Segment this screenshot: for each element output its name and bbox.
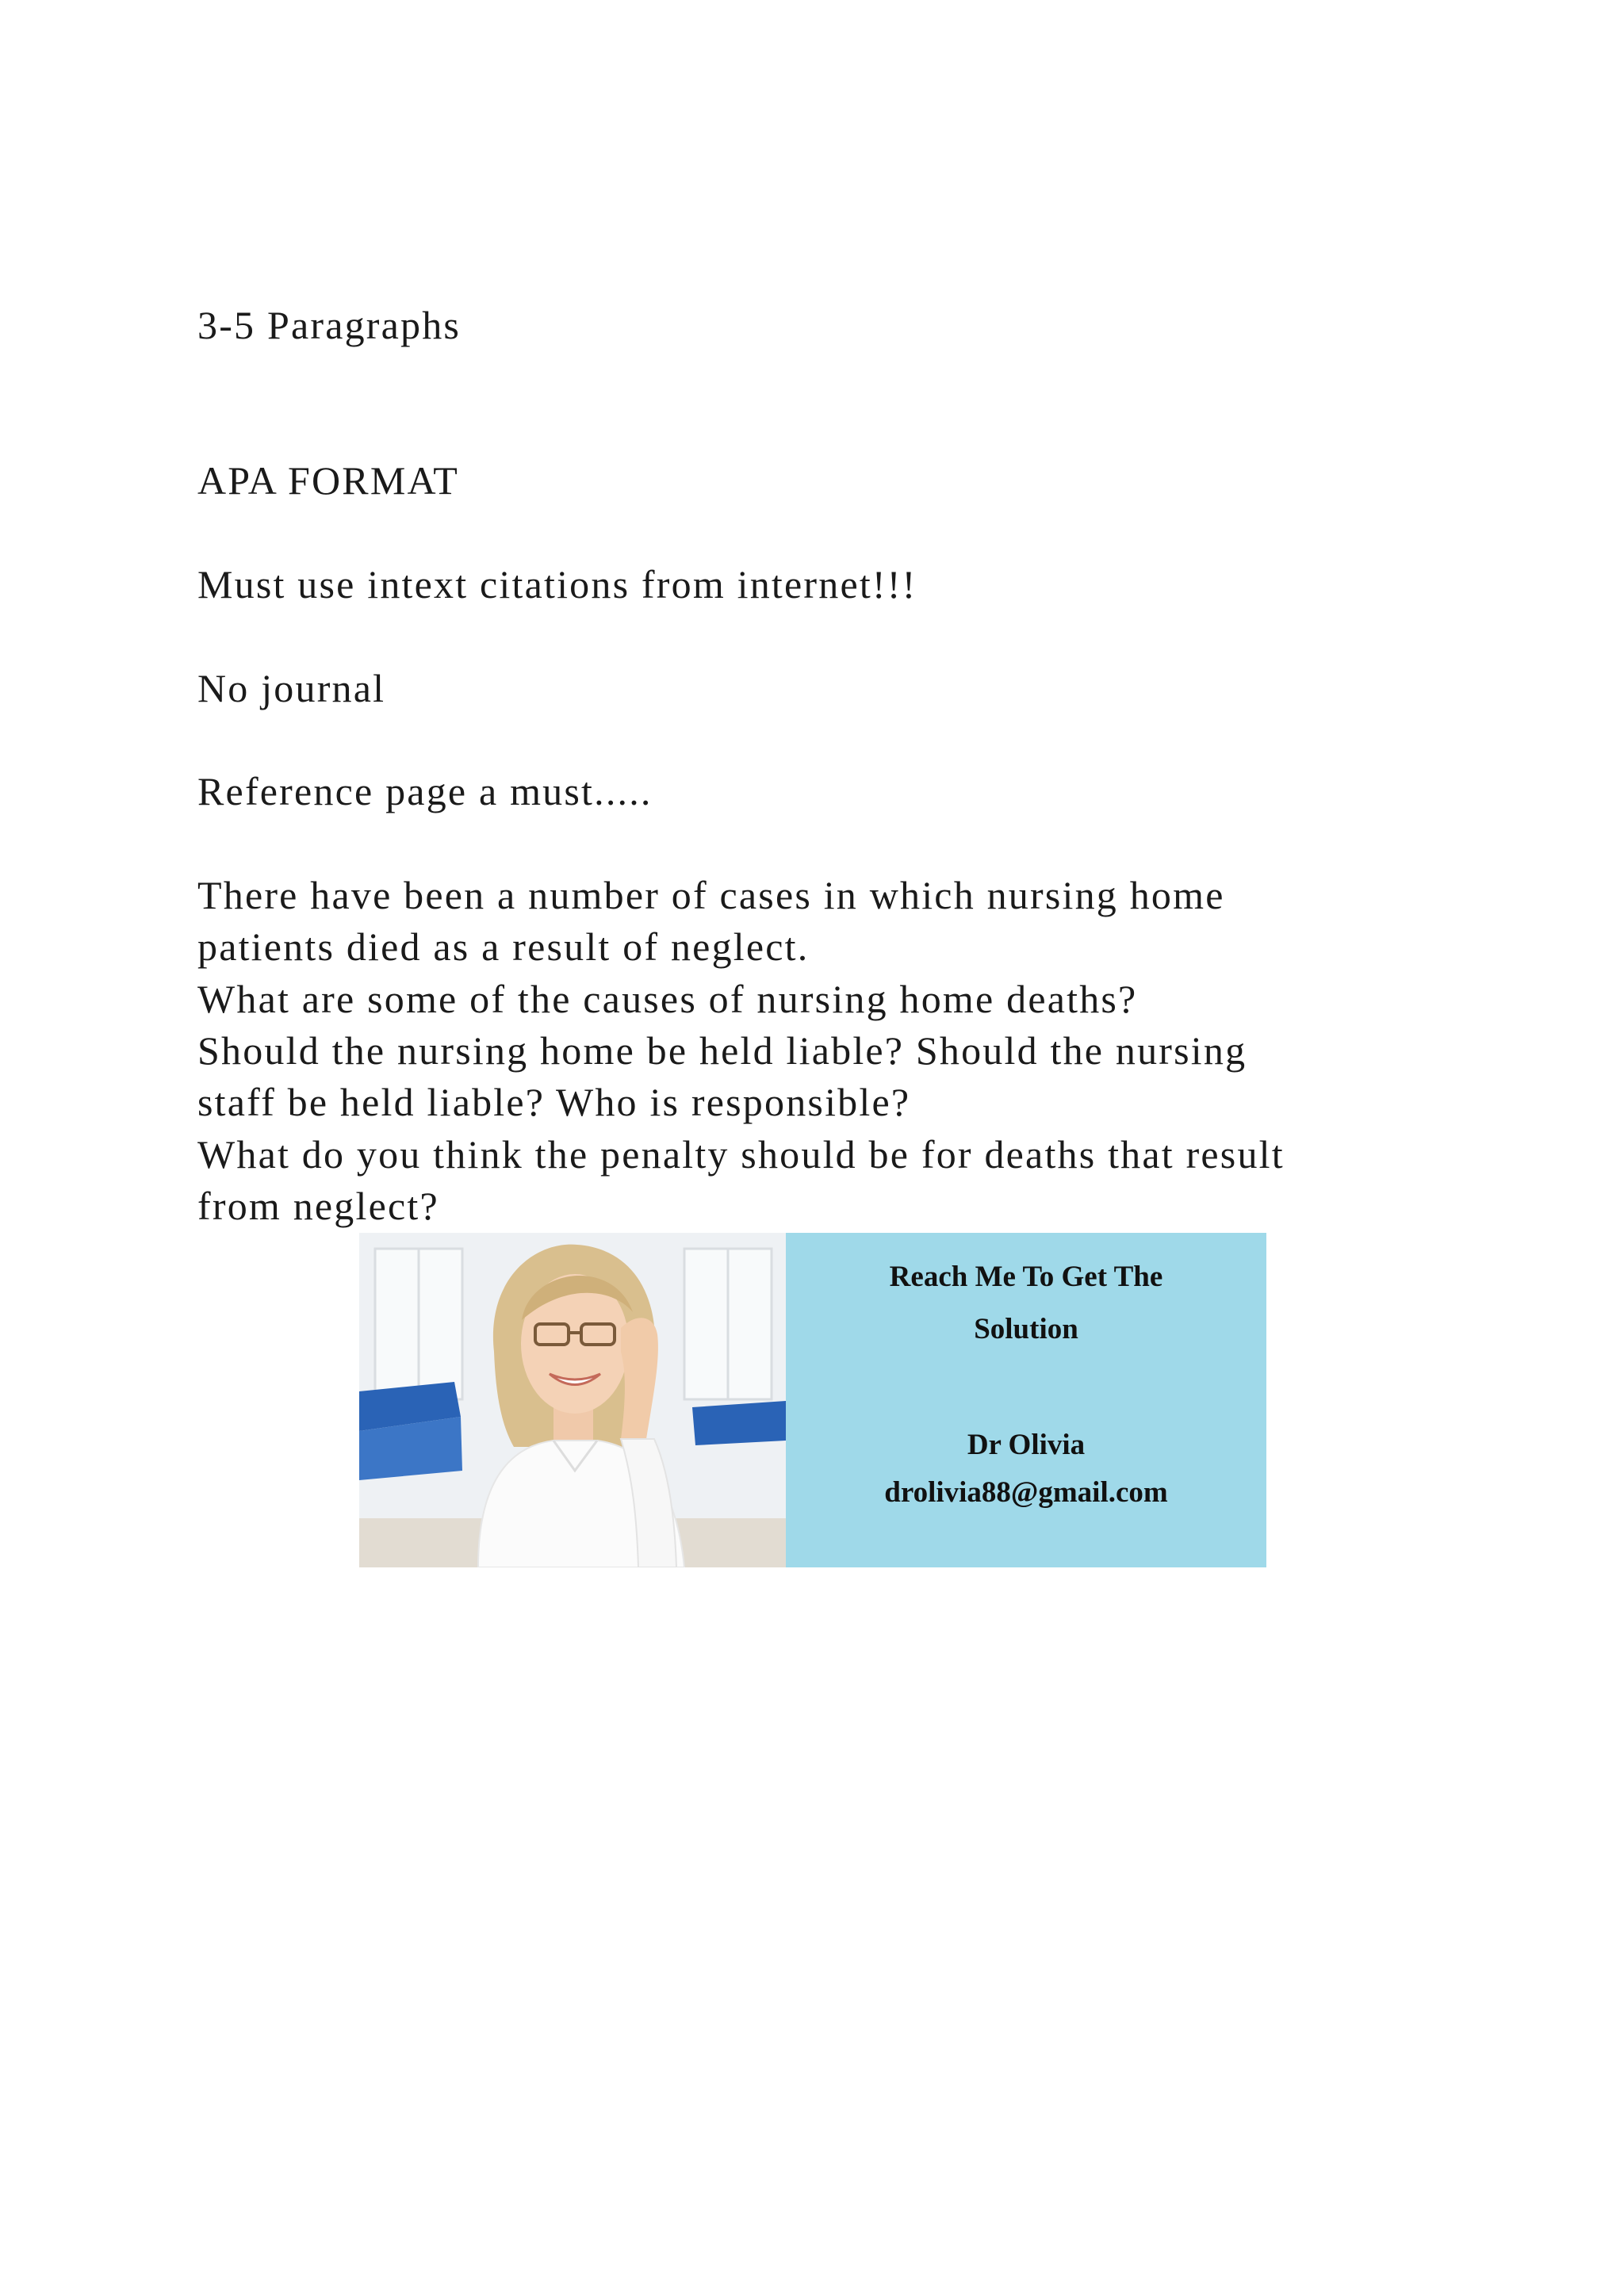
document-line-paragraph-count: 3-5 Paragraphs <box>197 303 462 347</box>
contact-banner <box>359 1233 1266 1567</box>
document-line-format: APA FORMAT <box>197 458 460 503</box>
document-line-prompt-5: staff be held liable? Who is responsible? <box>197 1080 911 1124</box>
banner-contact-email: drolivia88@gmail.com <box>884 1476 1168 1509</box>
document-line-prompt-3: What are some of the causes of nursing home deaths? <box>197 977 1138 1021</box>
banner-headline-line-1: Reach Me To Get The <box>889 1261 1163 1293</box>
document-line-prompt-7: from neglect? <box>197 1184 439 1228</box>
banner-headline-line-2: Solution <box>974 1313 1078 1345</box>
document-line-reference-page: Reference page a must..... <box>197 769 653 813</box>
document-line-citations: Must use intext citations from internet!!! <box>197 562 917 607</box>
banner-contact-name: Dr Olivia <box>967 1429 1086 1461</box>
document-line-no-journal: No journal <box>197 666 386 710</box>
document-line-prompt-4: Should the nursing home be held liable? Should the nursing <box>197 1028 1247 1073</box>
document-line-prompt-6: What do you think the penalty should be for deaths that result <box>197 1132 1285 1177</box>
document-line-prompt-2: patients died as a result of neglect. <box>197 924 810 969</box>
photo-illustration <box>359 1233 786 1567</box>
contact-info-panel <box>786 1233 1266 1567</box>
smiling-woman-photo <box>359 1233 786 1567</box>
document-line-prompt-1: There have been a number of cases in which nursing home <box>197 873 1225 917</box>
